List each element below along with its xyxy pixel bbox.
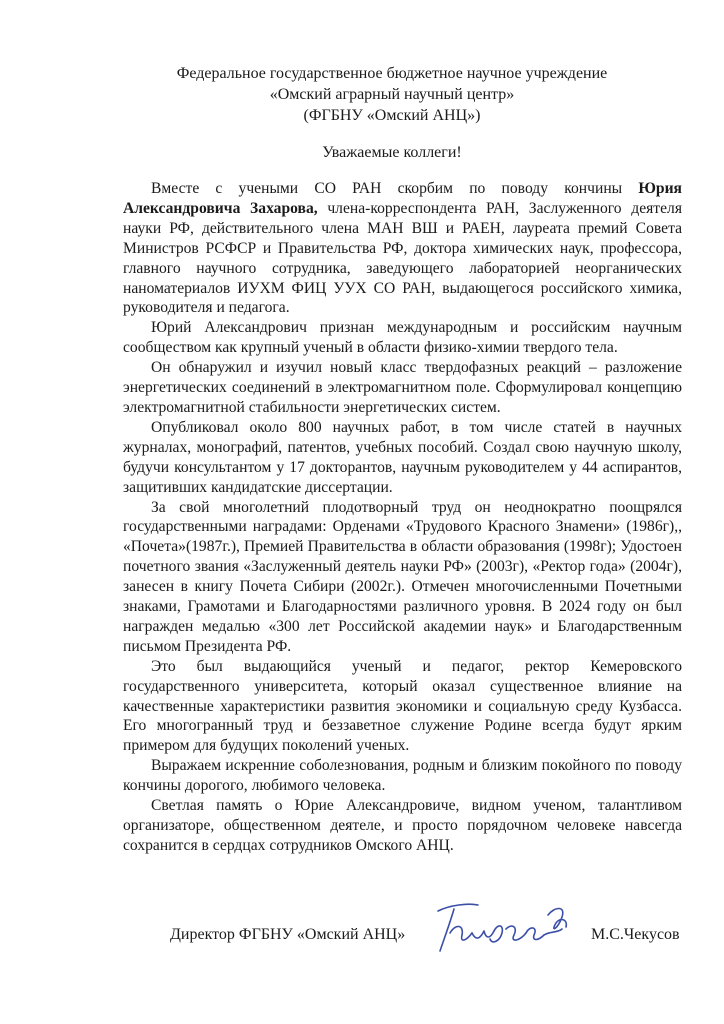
letterhead xyxy=(0,63,724,126)
paragraph-5: За свой многолетний плодотворный труд он неоднократно поощрялся государственными наградами: Орденами «Трудового Красного Знамени» (1986г),, «Почета»(1987г.), Премией Правительства в области образования (1998г); Удостоен почетного звания «Заслуженный деятель науки РФ» (2003г), «Ректор года» (2004г), занесен в книгу Почета Сибири (2002г.). Отмечен многочисленными Почетными знаками, Грамотами и Благодарностями различного уровня. В 2024 году он был награжден медалью «300 лет Российской академии наук» и Благодарственным письмом Президента РФ. xyxy=(123,498,682,655)
paragraph-1 xyxy=(123,179,682,318)
paragraph-1-titles: члена-корреспондента РАН, Заслуженного деятеля науки РФ, действительного члена МАН ВШ и РАЕН, лауреата премий Совета Министров РСФСР и Правительства РФ, доктора химических наук, профессора, главного научного сотрудника, заведующего лабораторией неорганических наноматериалов ИУХМ ФИЦ УУХ СО РАН, выдающегося российского химика, руководителя и педагога. xyxy=(123,199,682,317)
paragraph-4: Опубликовал около 800 научных работ, в том числе статей в научных журналах, монографий, патентов, учебных пособий. Создал свою научную школу, будучи консультантом у 17 докторантов, научным руководителем у 44 аспирантов, защитивших кандидатские диссертации. xyxy=(123,418,682,496)
paragraph-2: Юрий Александрович признан международным и российским научным сообществом как крупный ученый в области физико-химии твердого тела. xyxy=(123,319,682,357)
paragraph-3: Он обнаружил и изучил новый класс твердофазных реакций – разложение энергетических соединений в электромагнитном поле. Сформулировал концепцию электромагнитной стабильности энергетических систем. xyxy=(123,359,682,416)
paragraph-6: Это был выдающийся ученый и педагог, ректор Кемеровского государственного университета, который оказал существенное влияние на качественные характеристики развития экономики и социальную среду Кузбасса. Его многогранный труд и беззаветное служение Родине всегда будут ярким примером для будущих поколений ученых. xyxy=(123,657,682,755)
paragraph-8: Светлая память о Юрие Александровиче, видном ученом, талантливом организаторе, общественном деятеле, и просто порядочном человеке навсегда сохранится в сердцах сотрудников Омского АНЦ. xyxy=(123,797,682,854)
signatory-position: Директор ФГБНУ «Омский АНЦ» xyxy=(170,926,406,943)
deceased-name: Юрия Александровича Захарова, xyxy=(123,180,682,217)
greeting: Уважаемые коллеги! xyxy=(322,144,462,161)
paragraph-7: Выражаем искренние соболезнования, родным и близким покойного по поводу кончины дорогого, любимого человека. xyxy=(123,757,682,795)
organization-name: «Омский аграрный научный центр» xyxy=(269,86,515,103)
handwritten-signature xyxy=(420,893,580,968)
letter-body xyxy=(123,179,682,856)
signatory-name: М.С.Чекусов xyxy=(591,926,680,943)
organization-type: Федеральное государственное бюджетное научное учреждение xyxy=(176,65,608,82)
paragraph-1-intro: Вместе с учеными СО РАН скорбим по поводу кончины xyxy=(151,180,639,197)
organization-abbreviation: (ФГБНУ «Омский АНЦ») xyxy=(303,107,481,124)
